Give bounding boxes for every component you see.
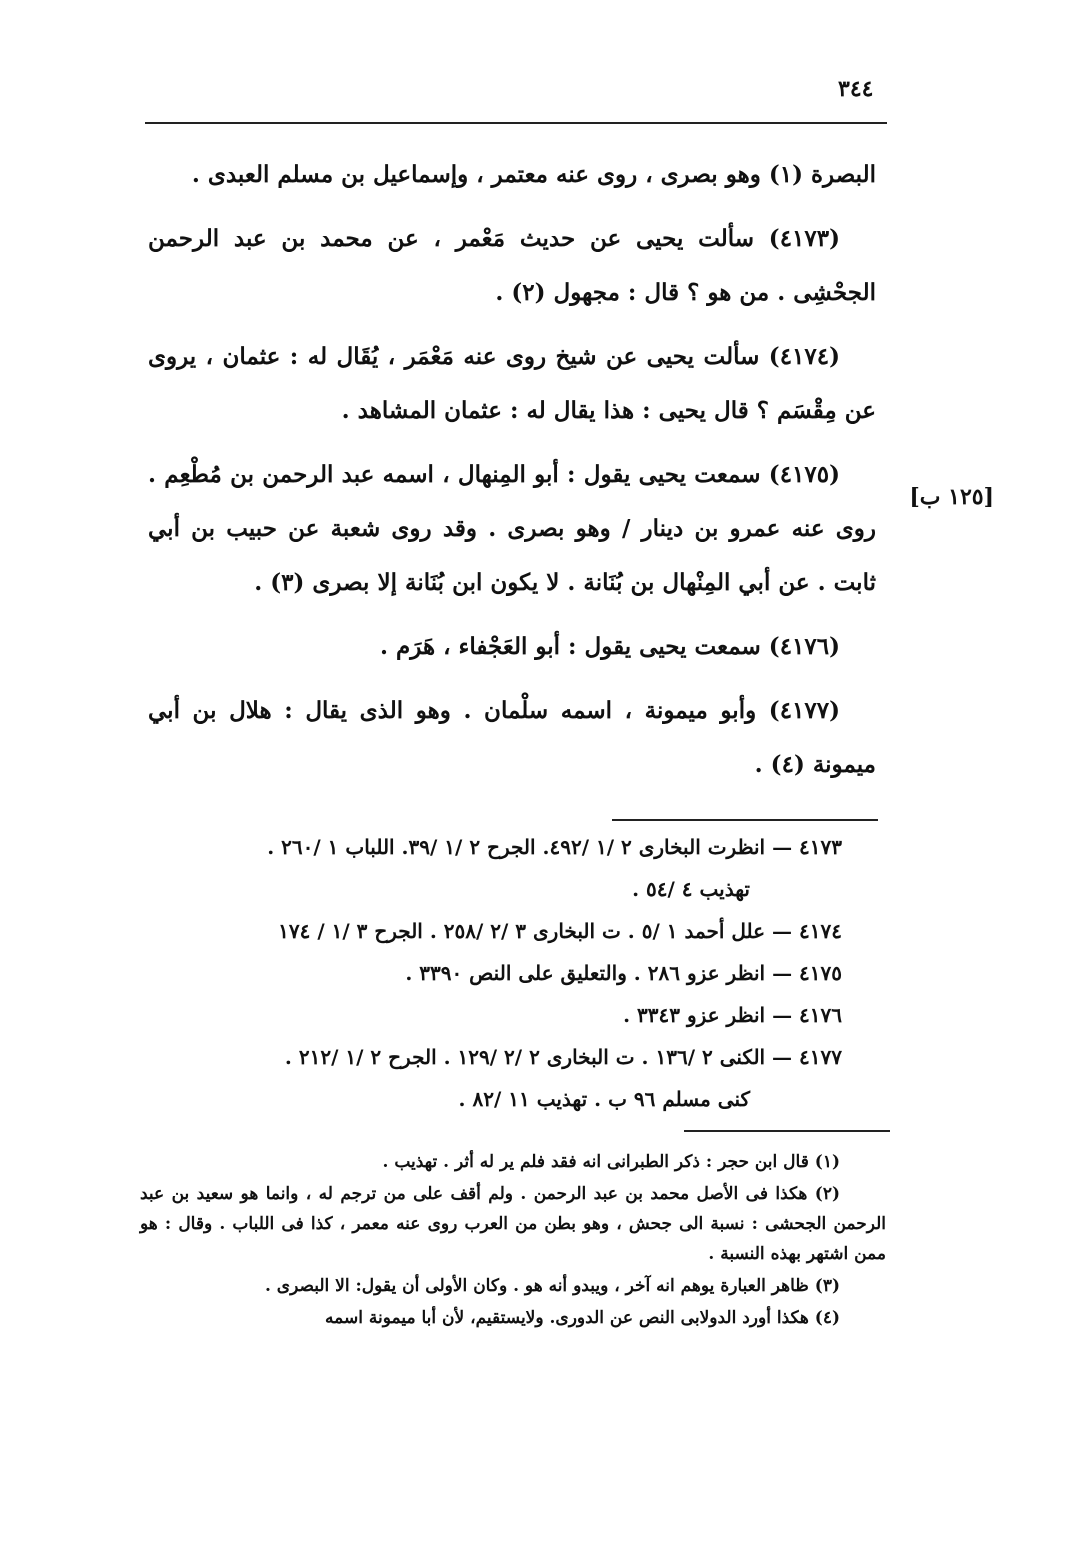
paragraph-continuation: البصرة (١) وهو بصرى ، روى عنه معتمر ، وإسماعيل بن مسلم العبدى . bbox=[191, 161, 876, 188]
reference-4173-cont: تهذيب ٤ /٥٤ . bbox=[632, 877, 750, 901]
footnote-2: (٢) هكذا فى الأصل محمد بن عبد الرحمن . ولم أقف على من ترجم له ، وانما هو سعيد بن عبد الرحمن الجحشى : نسبة الى جحش ، وهو بطن من العرب روى عنه معمر ، كذا فى اللباب . وقال : هو ممن اشتهر بهذه النسبة . bbox=[140, 1184, 886, 1264]
entry-4173: (٤١٧٣) سألت يحيى عن حديث مَعْمر ، عن محمد بن عبد الرحمن الجحْشِى . من هو ؟ قال : مجهول (٢) . bbox=[148, 225, 876, 306]
footnote-3: (٣) ظاهر العبارة يوهم انه آخر ، ويبدو أنه هو . وكان الأولى أن يقول: الا البصرى . bbox=[264, 1276, 840, 1296]
reference-4175: ٤١٧٥ — انظر عزو ٢٨٦ . والتعليق على النص ٣٣٩٠ . bbox=[405, 961, 842, 985]
entry-4177: (٤١٧٧) وأبو ميمونة ، اسمه سلْمان . وهو الذى يقال : هلال بن أبي ميمونة (٤) . bbox=[148, 697, 876, 778]
reference-4173: ٤١٧٣ — انظرت البخارى ٢ /١ /٤٩٢. الجرح ٢ /١ /٣٩. اللباب ١ /٢٦٠ . bbox=[267, 835, 842, 859]
entry-4175: (٤١٧٥) سمعت يحيى يقول : أبو المِنهال ، اسمه عبد الرحمن بن مُطْعِم . روى عنه عمرو بن دينار / وهو بصرى . وقد روى شعبة عن حبيب بن أبي ثابت . عن أبي المِنْهال بن بُنَانة . لا يكون ابن بُنَانة إلا بصرى (٣) . bbox=[148, 461, 876, 596]
footnote-4: (٤) هكذا أورد الدولابى النص عن الدورى. ولايستقيم، لأن أبا ميمونة اسمه bbox=[325, 1308, 840, 1328]
footnotes-rule bbox=[684, 1130, 890, 1132]
header-rule bbox=[145, 122, 887, 124]
references-rule bbox=[612, 819, 878, 821]
main-text bbox=[148, 148, 876, 802]
page-number: ٣٤٤ bbox=[838, 76, 874, 102]
reference-4177-cont: كنى مسلم ٩٦ ب . تهذيب ١١ /٨٢ . bbox=[458, 1087, 750, 1111]
entry-4176: (٤١٧٦) سمعت يحيى يقول : أبو العَجْفاء ، هَرَم . bbox=[380, 633, 840, 660]
margin-folio-note: [١٢٥ ب] bbox=[909, 484, 994, 510]
reference-4177: ٤١٧٧ — الكنى ٢ /١٣٦ . ت البخارى ٢ /٢ /١٢٩ . الجرح ٢ /١ /٢١٢ . bbox=[284, 1045, 842, 1069]
reference-4176: ٤١٧٦ — انظر عزو ٣٣٤٣ . bbox=[623, 1003, 842, 1027]
references-block bbox=[150, 826, 842, 1120]
footnote-1: (١) قال ابن حجر : ذكر الطبرانى انه فقد فلم ير له أثر . تهذيب . bbox=[382, 1152, 840, 1172]
reference-4174: ٤١٧٤ — علل أحمد ١ /٥ . ت البخارى ٣ /٢ /٢٥٨ . الجرح ٣ /١ / ١٧٤ bbox=[278, 919, 842, 943]
footnotes-block bbox=[140, 1147, 886, 1335]
entry-4174: (٤١٧٤) سألت يحيى عن شيخ روى عنه مَعْمَر ، يُقَال له : عثمان ، يروى عن مِقْسَم ؟ قال يحيى : هذا يقال له : عثمان المشاهد . bbox=[148, 343, 876, 424]
